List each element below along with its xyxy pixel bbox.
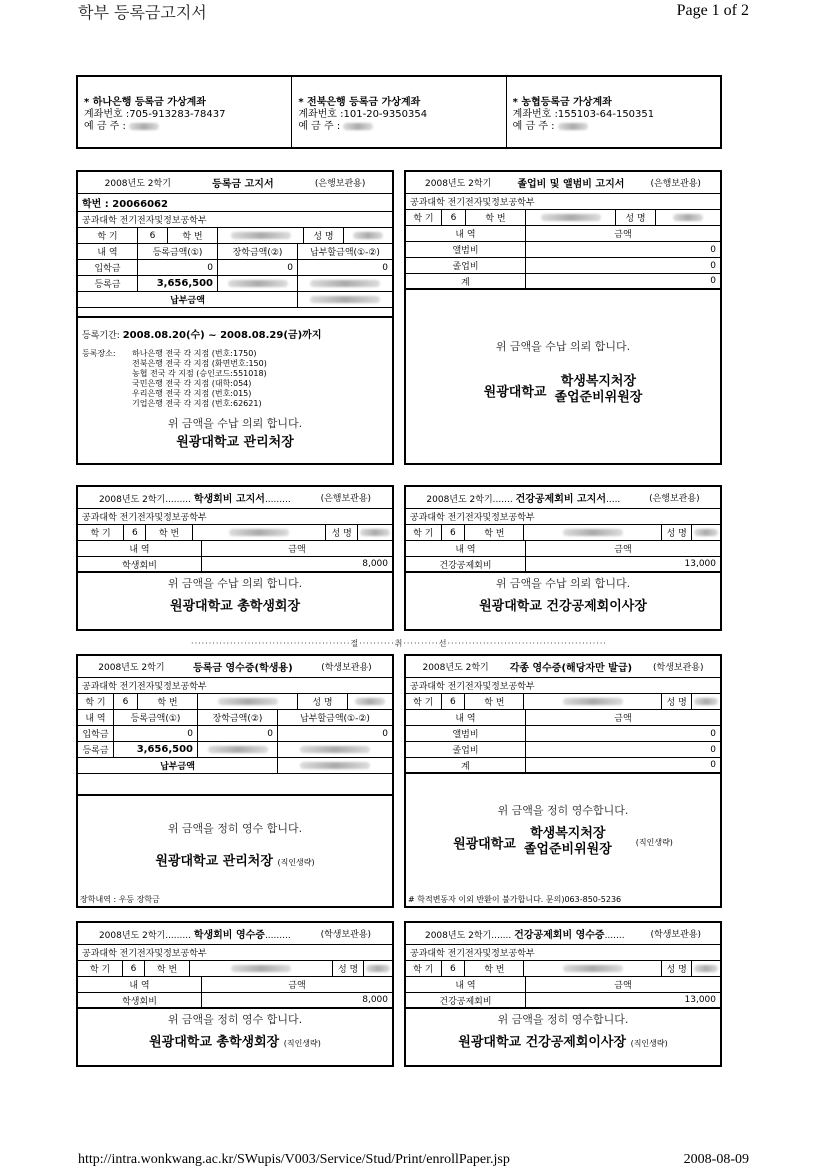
redacted-field [218, 698, 278, 705]
tuition_notice-msg: 위 금액을 수납 의뢰 합니다. [167, 417, 303, 430]
tuition_notice-r2: 등록금 [78, 276, 138, 291]
cut-line: ·············································절··········취··········선············································· [191, 639, 607, 648]
tuition_receipt-sig: 원광대학교 관리처장 [155, 854, 273, 869]
grad_notice-sig2: 졸업준비위원장 [554, 390, 643, 405]
tuition-notice [76, 170, 394, 465]
health_receipt-value: 13,000 [684, 995, 716, 1005]
redacted-field [229, 529, 289, 536]
grad_notice-r3v: 0 [710, 276, 716, 286]
council_notice-dots: ......... [264, 495, 291, 505]
common-semester_dots: 2008년도 2학기......... [98, 931, 191, 941]
health_receipt-dots: ....... [604, 931, 625, 941]
grad_notice-r3: 계 [406, 274, 526, 288]
common-item_lbl: 내 역 [78, 541, 202, 556]
common-omit_seal: (직인생략) [283, 1039, 321, 1048]
common-id_lbl: 학 번 [145, 961, 190, 976]
tuition_notice-place_lbl: 등록장소: [82, 349, 116, 358]
common-name_lbl: 성 명 [298, 694, 348, 709]
common-omit_seal: (직인생략) [630, 1039, 668, 1048]
misc_receipt-msg: 위 금액을 정히 영수합니다. [497, 804, 629, 817]
common-dept: 공과대학 전기전자및정보공학부 [410, 949, 535, 959]
redacted-field [360, 529, 390, 536]
common-item_lbl: 내 역 [406, 226, 526, 241]
council_receipt-item: 학생회비 [78, 993, 202, 1007]
redacted-field [694, 965, 718, 972]
redacted-field [694, 529, 718, 536]
common-id_lbl: 학 번 [465, 525, 524, 540]
tuition_notice-h_reg: 등록금액(①) [138, 244, 218, 259]
tuition_notice-places-2: 농협 전국 각 지점 (승인코드:551018) [132, 369, 267, 378]
grad_notice-r1v: 0 [710, 244, 716, 255]
common-semester: 2008년도 2학기 [104, 179, 171, 189]
common-grade: 6 [442, 961, 466, 976]
redacted-holder [343, 123, 373, 130]
common-id_lbl: 학 번 [138, 694, 198, 709]
council_receipt-dots: ......... [264, 931, 291, 941]
misc_receipt-r2v: 0 [710, 744, 716, 755]
misc_receipt-r3: 계 [406, 758, 526, 772]
misc_receipt-note: # 학적변동자 이외 반환이 불가합니다. 문의)063-850-5236 [408, 895, 622, 904]
redacted-name [353, 232, 383, 239]
tuition_notice-r2a: 3,656,500 [138, 276, 218, 291]
common-grade_lbl: 학 기 [406, 961, 442, 976]
tuition-receipt [76, 654, 394, 908]
council_notice-msg: 위 금액을 수납 의뢰 합니다. [167, 577, 303, 590]
common-grade: 6 [138, 228, 168, 243]
common-name_lbl: 성 명 [662, 961, 692, 976]
account-hana [78, 77, 292, 147]
common-grade_lbl: 학 기 [78, 228, 138, 243]
council_notice-value: 8,000 [362, 559, 388, 569]
tuition_receipt-total: 납부금액 [78, 758, 278, 773]
common-name_lbl: 성 명 [662, 694, 692, 709]
tuition_notice-period: 2008.08.20(수) ~ 2008.08.29(금)까지 [122, 330, 322, 341]
council_notice-title: 학생회비 고지서 [193, 494, 265, 505]
common-univ: 원광대학교 [483, 384, 547, 400]
common-omit_seal: (직인생략) [277, 858, 315, 867]
common-dept: 공과대학 전기전자및정보공학부 [82, 682, 207, 692]
tuition_notice-h_pay: 납부할금액(①-②) [310, 248, 380, 258]
common-dept: 공과대학 전기전자및정보공학부 [82, 513, 207, 523]
health_receipt-sig: 원광대학교 건강공제회이사장 [458, 1035, 627, 1050]
common-item_lbl: 내 역 [406, 541, 526, 556]
tuition_notice-title: 등록금 고지서 [212, 179, 274, 190]
common-grade: 6 [442, 525, 466, 540]
grad_notice-title: 졸업비 및 앨범비 고지서 [517, 179, 625, 190]
accounts-1-acct: 계좌번호 :101-20-9350354 [298, 109, 428, 120]
tuition_notice-places-5: 기업은행 전국 각 지점 (번호:62621) [132, 399, 262, 408]
misc_receipt-r1: 앨범비 [406, 726, 526, 741]
common-id_lbl: 학 번 [465, 961, 524, 976]
common-dept: 공과대학 전기전자및정보공학부 [410, 198, 535, 208]
common-grade_lbl: 학 기 [78, 525, 124, 540]
common-name_lbl: 성 명 [326, 525, 358, 540]
tuition_notice-total: 납부금액 [78, 292, 298, 307]
common-univ: 원광대학교 [453, 836, 516, 852]
common-item_lbl: 내 역 [78, 710, 114, 725]
common-grade_lbl: 학 기 [406, 210, 442, 225]
tuition_receipt-scholar: 장학내역 : 우등 장학금 [80, 895, 160, 904]
redacted-field [300, 762, 370, 769]
common-grade_lbl: 학 기 [78, 961, 123, 976]
common-grade: 6 [442, 210, 466, 225]
accounts-2-bank: * 농협등록금 가상계좌 [512, 97, 612, 108]
tuition_notice-r1b: 0 [218, 260, 298, 275]
health_notice-msg: 위 금액을 수납 의뢰 합니다. [495, 577, 631, 590]
council_notice-item: 학생회비 [78, 557, 202, 571]
common-dept: 공과대학 전기전자및정보공학부 [410, 682, 535, 692]
grad_notice-sig1: 학생복지처장 [560, 374, 637, 389]
council_receipt-sig: 원광대학교 총학생회장 [149, 1035, 280, 1050]
redacted-id [231, 232, 291, 239]
footer-date: 2008-08-09 [683, 1152, 749, 1167]
common-item_lbl: 내 역 [78, 244, 138, 259]
tuition_notice-places-0: 하나은행 전국 각 지점 (번호:1750) [132, 349, 257, 358]
footer-url: http://intra.wonkwang.ac.kr/SWupis/V003/Service/Stud/Print/enrollPaper.jsp [78, 1152, 510, 1167]
tuition_notice-period_lbl: 등록기간: [82, 331, 120, 341]
common-id_lbl: 학 번 [465, 694, 524, 709]
common-semester: 2008년도 2학기 [425, 179, 492, 189]
common-student_use: (학생보관용) [650, 930, 702, 940]
accounts-0-acct: 계좌번호 :705-913283-78437 [84, 109, 226, 120]
council-fee-notice [76, 485, 394, 631]
misc_receipt-sig2: 졸업준비위원장 [523, 842, 612, 857]
health_receipt-title: 건강공제회비 영수증 [514, 930, 605, 941]
health_receipt-item: 건강공제회비 [406, 993, 526, 1007]
common-amount_lbl: 금액 [614, 714, 632, 724]
common-semester_dots2: 2008년도 2학기....... [424, 931, 512, 941]
misc_receipt-r2: 졸업비 [406, 742, 526, 757]
redacted-field [231, 965, 291, 972]
tuition_receipt-r1a: 0 [114, 726, 198, 741]
accounts-2-acct: 계좌번호 :155103-64-150351 [512, 109, 655, 120]
grad_notice-r2v: 0 [710, 260, 716, 271]
tuition_notice-r1a: 0 [138, 260, 218, 275]
common-grade: 6 [114, 694, 138, 709]
common-dept: 공과대학 전기전자및정보공학부 [410, 513, 535, 523]
common-bank_use: (은행보관용) [320, 494, 372, 504]
common-student_use: (학생보관용) [321, 663, 372, 673]
common-student_use: (학생보관용) [320, 930, 372, 940]
redacted-field [310, 280, 380, 287]
health_notice-title: 건강공제회비 고지서 [515, 494, 606, 505]
council_notice-sig: 원광대학교 총학생회장 [169, 599, 301, 614]
redacted-field [563, 965, 623, 972]
tuition_receipt-msg: 위 금액을 정히 영수 합니다. [167, 822, 303, 835]
common-id_lbl: 학 번 [466, 210, 526, 225]
common-bank_use: (은행보관용) [649, 494, 700, 504]
health_receipt-msg: 위 금액을 정히 영수합니다. [497, 1013, 629, 1026]
redacted-field [541, 214, 601, 221]
redacted-field [563, 698, 623, 705]
redacted-field [310, 296, 380, 303]
health_notice-sig: 원광대학교 건강공제회이사장 [479, 599, 647, 614]
tuition_receipt-r2a: 3,656,500 [114, 742, 198, 757]
accounts-2-holder: 예 금 주 : [512, 121, 555, 132]
tuition_receipt-h_sch: 장학금액(②) [198, 710, 278, 725]
common-name_lbl: 성 명 [333, 961, 364, 976]
document-title: 학부 등록금고지서 [78, 3, 207, 22]
common-dept: 공과대학 전기전자및정보공학부 [82, 949, 207, 959]
common-grade: 6 [124, 525, 146, 540]
accounts-0-holder: 예 금 주 : [84, 121, 126, 132]
common-semester: 2008년도 2학기 [98, 663, 165, 673]
council_receipt-msg: 위 금액을 정히 영수 합니다. [167, 1013, 303, 1026]
council-fee-receipt [76, 921, 394, 1067]
common-name_lbl: 성 명 [304, 228, 344, 243]
misc-receipt [404, 654, 722, 908]
common-item_lbl: 내 역 [406, 977, 526, 992]
common-name_lbl: 성 명 [616, 210, 656, 225]
redacted-field [300, 746, 370, 753]
grad_notice-r2: 졸업비 [406, 258, 526, 273]
account-nh [507, 77, 720, 147]
common-dept: 공과대학 전기전자및정보공학부 [82, 216, 207, 226]
tuition_notice-student_id: 학번 : 20066062 [82, 199, 168, 210]
common-semester_dots2: 2008년도 2학기....... [426, 495, 513, 505]
tuition_notice-places-1: 전북은행 전국 각 지점 (화면번호:150) [132, 359, 267, 368]
common-grade_lbl: 학 기 [78, 694, 114, 709]
redacted-field [694, 698, 718, 705]
account-jeonbuk [292, 77, 506, 147]
redacted-field [366, 965, 390, 972]
tuition_receipt-h_reg: 등록금액(①) [114, 710, 198, 725]
common-grade: 6 [123, 961, 145, 976]
common-amount_lbl: 금액 [614, 981, 632, 991]
misc_receipt-title: 각종 영수증(해당자만 발급) [509, 663, 633, 674]
common-amount_lbl: 금액 [614, 545, 632, 555]
virtual-accounts [76, 75, 722, 149]
redacted-field [208, 746, 268, 753]
redacted-field [228, 280, 288, 287]
tuition_receipt-r2: 등록금 [78, 742, 114, 757]
tuition_notice-r1c: 0 [382, 262, 388, 273]
common-bank_use: (은행보관용) [650, 179, 701, 189]
tuition_notice-r1: 입학금 [78, 260, 138, 275]
tuition_receipt-h_pay: 납부할금액(①-②) [300, 714, 370, 724]
common-amount_lbl: 금액 [288, 981, 306, 991]
misc_receipt-sig1: 학생복지처장 [530, 826, 606, 841]
common-name_lbl: 성 명 [662, 525, 692, 540]
graduation-notice [404, 170, 722, 465]
common-omit_seal: (직인생략) [635, 837, 673, 847]
common-grade: 6 [442, 694, 466, 709]
grad_notice-msg: 위 금액을 수납 의뢰 합니다. [495, 340, 631, 353]
accounts-1-bank: * 전북은행 등록금 가상계좌 [298, 97, 421, 108]
council_receipt-title: 학생회비 영수증 [193, 930, 265, 941]
common-semester: 2008년도 2학기 [422, 663, 489, 673]
redacted-field [563, 529, 623, 536]
common-item_lbl: 내 역 [406, 710, 526, 725]
common-grade_lbl: 학 기 [406, 694, 442, 709]
tuition_receipt-r1b: 0 [198, 726, 278, 741]
accounts-1-holder: 예 금 주 : [298, 121, 341, 132]
common-semester_dots: 2008년도 2학기......... [98, 495, 191, 505]
tuition_receipt-r1: 입학금 [78, 726, 114, 741]
health-fee-notice [404, 485, 722, 631]
redacted-field [673, 214, 703, 221]
common-amount_lbl: 금액 [288, 545, 306, 555]
page-number: Page 1 of 2 [676, 2, 749, 19]
health_notice-dots: ..... [605, 495, 621, 505]
grad_notice-r1: 앨범비 [406, 242, 526, 257]
health-fee-receipt [404, 921, 722, 1067]
redacted-field [355, 698, 385, 705]
common-id_lbl: 학 번 [168, 228, 218, 243]
tuition_notice-h_sch: 장학금액(②) [218, 244, 298, 259]
common-id_lbl: 학 번 [146, 525, 192, 540]
council_receipt-value: 8,000 [362, 995, 388, 1005]
health_notice-item: 건강공제회비 [406, 557, 526, 571]
tuition_receipt-title: 등록금 영수증(학생용) [193, 663, 293, 674]
misc_receipt-r3v: 0 [710, 760, 716, 770]
redacted-holder [558, 123, 588, 130]
tuition_notice-places-3: 국민은행 전국 각 지점 (대학:054) [132, 379, 252, 388]
common-student_use: (학생보관용) [653, 663, 704, 673]
common-bank_use: (은행보관용) [314, 179, 366, 189]
redacted-holder [129, 123, 159, 130]
common-amount_lbl: 금액 [614, 230, 632, 240]
tuition_notice-places-4: 우리은행 전국 각 지점 (번호:015) [132, 389, 252, 398]
health_notice-value: 13,000 [684, 559, 716, 569]
tuition_notice-sig: 원광대학교 관리처장 [176, 435, 294, 450]
common-item_lbl: 내 역 [78, 977, 202, 992]
accounts-0-bank: * 하나은행 등록금 가상계좌 [84, 97, 206, 108]
common-grade_lbl: 학 기 [406, 525, 442, 540]
tuition_receipt-r1c: 0 [382, 728, 388, 739]
misc_receipt-r1v: 0 [710, 728, 716, 739]
